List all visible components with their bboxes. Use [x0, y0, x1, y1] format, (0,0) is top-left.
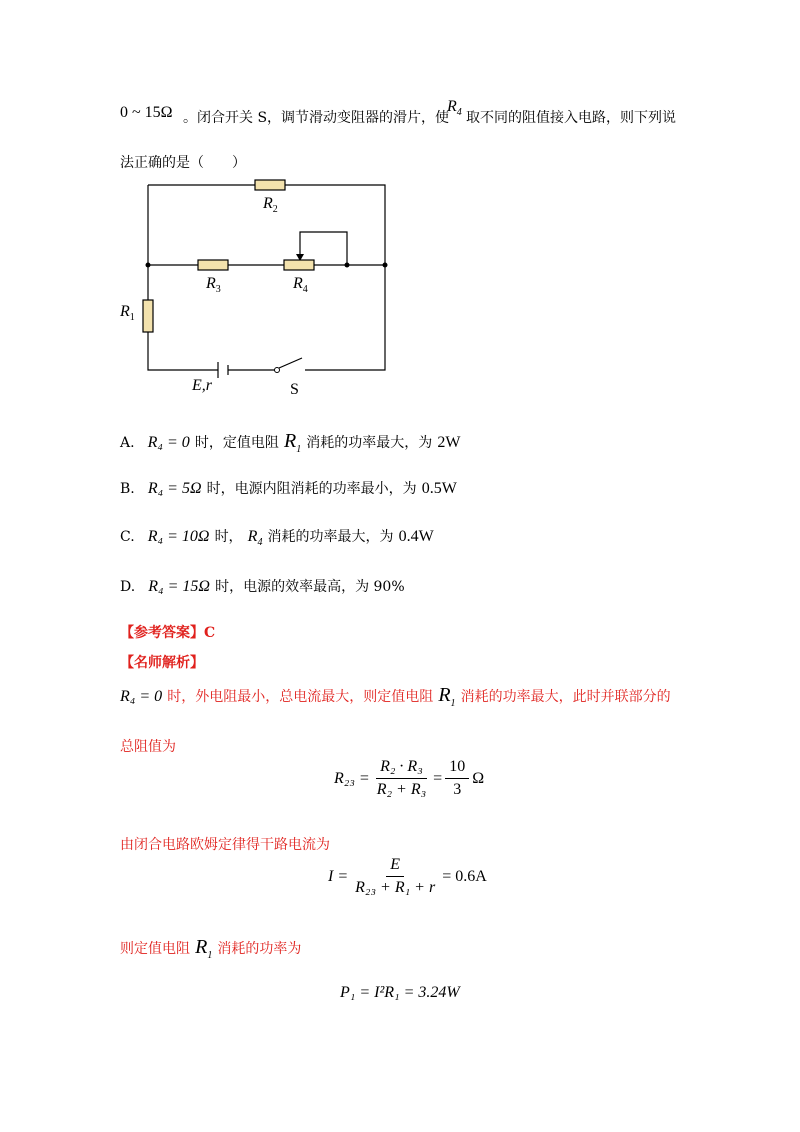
eq-equals: =: [433, 769, 443, 787]
eq-denominator: R₂ + R₃: [376, 781, 427, 798]
option-text-2: 消耗的功率最大，为: [306, 435, 433, 451]
option-symbol: $R_1$: [283, 430, 302, 455]
label-r2: $R_2$: [263, 195, 278, 215]
resistor-r2: [255, 180, 285, 190]
option-text: 时，电源内阻消耗的功率最小，为: [206, 481, 417, 497]
equation-current: [328, 856, 487, 897]
option-value: 2W: [437, 434, 461, 451]
option-c: [120, 526, 434, 548]
question-line2: 法正确的是（ ）: [120, 155, 246, 171]
analysis-line4: [120, 936, 301, 961]
eq-rhs: = 0.6A: [442, 867, 487, 885]
label-r4: $R_4$: [293, 275, 308, 295]
analysis-symbol: $R_1$: [438, 684, 456, 709]
option-value: 0.5W: [421, 480, 457, 497]
circuit-wires: [148, 185, 385, 378]
question-text-a: 。闭合开关 S，调节滑动变阻器的滑片，使: [183, 110, 450, 126]
eq-numerator: E: [386, 856, 404, 877]
eq-unit: Ω: [472, 769, 485, 787]
option-condition: R₄ = 10Ω: [147, 528, 210, 545]
question-r4-symbol: $R_4$: [447, 98, 462, 119]
option-text: 时，电源的效率最高，为 90%: [215, 579, 405, 595]
circuit-diagram: [110, 170, 410, 400]
resistor-r3: [198, 260, 228, 270]
answer-label: 【参考答案】C: [120, 625, 216, 641]
option-d: [120, 576, 405, 596]
option-condition: R₄ = 5Ω: [147, 480, 202, 497]
analysis-text-a: 则定值电阻: [120, 941, 190, 957]
analysis-text-b: 消耗的功率最大，此时并联部分的: [460, 689, 671, 705]
option-text-2: 消耗的功率最大，为: [267, 529, 394, 545]
question-range: 0 ~ 15Ω: [120, 104, 173, 121]
option-letter: A.: [120, 435, 135, 451]
option-value: 0.4W: [398, 528, 434, 545]
label-source: E,r: [192, 377, 212, 394]
junction-slider: [345, 263, 350, 268]
option-letter: B.: [120, 481, 135, 497]
junction-left: [146, 263, 151, 268]
resistor-r1: [143, 300, 153, 332]
label-r1: $R_1$: [120, 303, 135, 323]
equation-r23: [334, 758, 484, 799]
label-r3: $R_3$: [206, 275, 221, 295]
equation-power: P₁ = I²R₁ = 3.24W: [340, 984, 460, 1001]
junction-right: [383, 263, 388, 268]
analysis-condition: R₄ = 0: [120, 688, 163, 705]
eq-lhs: R₂₃ =: [334, 769, 370, 787]
analysis-text-a: 时，外电阻最小，总电流最大，则定值电阻: [167, 689, 434, 705]
analysis-symbol: $R_1$: [195, 936, 213, 961]
option-letter: C.: [120, 529, 135, 545]
analysis-text-b: 消耗的功率为: [217, 941, 302, 957]
option-condition: R₄ = 15Ω: [148, 578, 210, 595]
option-text: 时，: [214, 529, 243, 545]
eq-denominator: R₂₃ + R₁ + r: [355, 879, 436, 896]
eq-numerator-2: 10: [445, 758, 469, 779]
eq-lhs: I =: [328, 867, 349, 885]
option-a: [120, 430, 461, 455]
analysis-line2: 总阻值为: [120, 739, 176, 755]
question-text-b: 取不同的阻值接入电路，则下列说: [466, 110, 676, 126]
option-condition: R₄ = 0: [147, 434, 190, 451]
eq-denominator-2: 3: [453, 781, 462, 798]
label-switch: S: [290, 381, 299, 398]
eq-numerator: R₂ · R₃: [376, 758, 427, 779]
option-text: 时，定值电阻: [194, 435, 279, 451]
analysis-line1: [120, 684, 671, 709]
switch-contact: [275, 368, 280, 373]
option-letter: D.: [120, 579, 136, 595]
analysis-line3: 由闭合电路欧姆定律得干路电流为: [120, 837, 330, 853]
resistor-r4: [284, 260, 314, 270]
analysis-label: 【名师解析】: [120, 655, 204, 671]
option-b: [120, 478, 457, 498]
option-symbol: $R_4$: [247, 528, 263, 549]
